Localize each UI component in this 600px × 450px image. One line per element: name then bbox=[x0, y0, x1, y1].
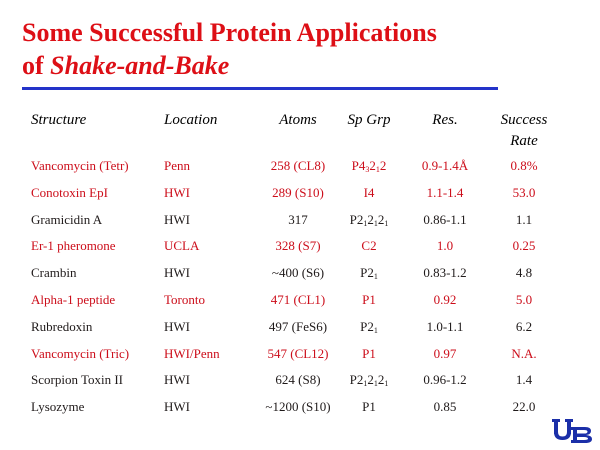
space-group-text: P1 bbox=[362, 399, 376, 415]
table-row bbox=[0, 183, 600, 207]
cell-atoms: 471 (CL1) bbox=[270, 292, 326, 307]
space-group-text: 2 bbox=[367, 211, 374, 227]
cell-space-group bbox=[338, 397, 400, 417]
space-group-text: C2 bbox=[361, 238, 377, 254]
space-group-text: 2 bbox=[377, 211, 385, 227]
ub-logo bbox=[551, 418, 593, 444]
cell-atoms: ~1200 (S10) bbox=[265, 399, 331, 415]
title-line-1: Some Successful Protein Applications bbox=[22, 18, 437, 47]
cell-resolution: 0.83-1.2 bbox=[423, 265, 467, 281]
cell-location: HWI bbox=[164, 211, 190, 227]
cell-resolution: 0.96-1.2 bbox=[423, 372, 467, 388]
space-group-text: P2 bbox=[360, 265, 374, 281]
cell-structure: Er-1 pheromone bbox=[31, 238, 116, 254]
cell-atoms: 624 (S8) bbox=[275, 372, 321, 388]
cell-resolution: 1.0 bbox=[436, 238, 454, 254]
cell-space-group bbox=[338, 210, 400, 230]
cell-atoms: 289 (S10) bbox=[272, 184, 324, 200]
cell-location: HWI bbox=[164, 265, 190, 281]
table-row bbox=[0, 397, 600, 421]
header-success-line2: Rate bbox=[510, 133, 538, 149]
cell-atoms: 328 (S7) bbox=[275, 238, 321, 254]
cell-location: HWI bbox=[164, 372, 190, 388]
space-group-subscript: 1 bbox=[373, 325, 378, 335]
cell-structure: Lysozyme bbox=[31, 399, 85, 415]
cell-space-group bbox=[338, 370, 400, 390]
cell-structure: Gramicidin A bbox=[31, 211, 103, 227]
cell-structure: Vancomycin (Tric) bbox=[31, 345, 130, 361]
cell-structure: Scorpion Toxin II bbox=[31, 372, 124, 388]
cell-structure: Vancomycin (Tetr) bbox=[31, 158, 129, 173]
title-underline bbox=[22, 87, 498, 90]
space-group-text: P1 bbox=[362, 292, 376, 307]
page-title bbox=[22, 16, 437, 82]
cell-resolution: 0.9-1.4Å bbox=[421, 158, 469, 173]
cell-success-rate: 1.4 bbox=[515, 372, 533, 388]
space-group-text: I4 bbox=[363, 184, 375, 200]
space-group-subscript: 1 bbox=[373, 218, 378, 228]
cell-location: HWI bbox=[164, 399, 190, 415]
header-sp-grp: Sp Grp bbox=[347, 112, 391, 128]
space-group-subscript: 1 bbox=[384, 218, 389, 228]
cell-success-rate: 53.0 bbox=[512, 184, 536, 200]
cell-space-group bbox=[338, 290, 400, 310]
cell-space-group bbox=[338, 344, 400, 364]
space-group-text: 2 bbox=[377, 372, 385, 388]
space-group-subscript: 3 bbox=[365, 165, 370, 174]
cell-atoms: 497 (FeS6) bbox=[268, 318, 328, 334]
cell-space-group bbox=[338, 317, 400, 337]
space-group-text: 2 bbox=[367, 372, 374, 388]
cell-location: HWI/Penn bbox=[164, 345, 220, 361]
space-group-subscript: 1 bbox=[363, 218, 368, 228]
cell-location: Penn bbox=[164, 158, 190, 173]
cell-structure: Rubredoxin bbox=[31, 318, 93, 334]
table-row bbox=[0, 370, 600, 394]
space-group-subscript: 1 bbox=[384, 379, 389, 389]
cell-atoms: ~400 (S6) bbox=[271, 265, 325, 281]
cell-success-rate: 0.8% bbox=[510, 158, 538, 173]
space-group-text: P2 bbox=[349, 372, 364, 388]
header-success-line1: Success bbox=[500, 112, 548, 128]
table-row bbox=[0, 317, 600, 341]
header-location: Location bbox=[164, 112, 218, 128]
space-group-subscript: 1 bbox=[373, 272, 378, 282]
space-group-text: 2 bbox=[369, 158, 376, 173]
cell-location: UCLA bbox=[164, 238, 200, 254]
space-group-text: P1 bbox=[362, 345, 376, 361]
cell-success-rate: 5.0 bbox=[515, 292, 533, 307]
cell-location: Toronto bbox=[164, 292, 205, 307]
header-atoms: Atoms bbox=[279, 112, 317, 128]
space-group-text: P2 bbox=[349, 211, 364, 227]
cell-resolution: 1.0-1.1 bbox=[426, 318, 464, 334]
space-group-text: 2 bbox=[379, 158, 387, 173]
cell-resolution: 0.85 bbox=[433, 399, 457, 415]
cell-atoms: 258 (CL8) bbox=[270, 158, 326, 173]
cell-resolution: 1.1-1.4 bbox=[426, 184, 464, 200]
table-row bbox=[0, 290, 600, 314]
table-row bbox=[0, 263, 600, 287]
cell-resolution: 0.97 bbox=[433, 345, 457, 361]
cell-success-rate: 4.8 bbox=[515, 265, 533, 281]
table-row bbox=[0, 236, 600, 260]
title-line-2-prefix: of bbox=[22, 51, 51, 80]
table-row bbox=[0, 344, 600, 368]
cell-location: HWI bbox=[164, 184, 190, 200]
header-structure: Structure bbox=[31, 112, 87, 128]
header-success-rate bbox=[488, 110, 560, 152]
cell-success-rate: 1.1 bbox=[515, 211, 533, 227]
cell-success-rate: 0.25 bbox=[512, 238, 536, 254]
cell-success-rate: N.A. bbox=[511, 345, 537, 361]
cell-location: HWI bbox=[164, 318, 190, 334]
table-row bbox=[0, 156, 600, 180]
cell-space-group bbox=[338, 236, 400, 256]
cell-success-rate: 22.0 bbox=[512, 399, 536, 415]
cell-space-group bbox=[338, 263, 400, 283]
space-group-text: P2 bbox=[360, 318, 374, 334]
table-row bbox=[0, 210, 600, 234]
cell-structure: Alpha-1 peptide bbox=[31, 292, 116, 307]
header-res: Res. bbox=[432, 112, 458, 128]
cell-atoms: 317 bbox=[288, 211, 308, 227]
title-line-2-italic: Shake-and-Bake bbox=[50, 51, 230, 80]
cell-space-group bbox=[338, 156, 400, 176]
space-group-subscript: 1 bbox=[375, 165, 380, 174]
cell-success-rate: 6.2 bbox=[515, 318, 533, 334]
cell-structure: Crambin bbox=[31, 265, 77, 281]
cell-atoms: 547 (CL12) bbox=[267, 345, 329, 361]
space-group-subscript: 1 bbox=[373, 379, 378, 389]
cell-space-group bbox=[338, 183, 400, 203]
cell-resolution: 0.86-1.1 bbox=[423, 211, 467, 227]
space-group-subscript: 1 bbox=[363, 379, 368, 389]
cell-resolution: 0.92 bbox=[433, 292, 457, 307]
space-group-text: P4 bbox=[351, 158, 366, 173]
cell-structure: Conotoxin EpI bbox=[31, 184, 108, 200]
